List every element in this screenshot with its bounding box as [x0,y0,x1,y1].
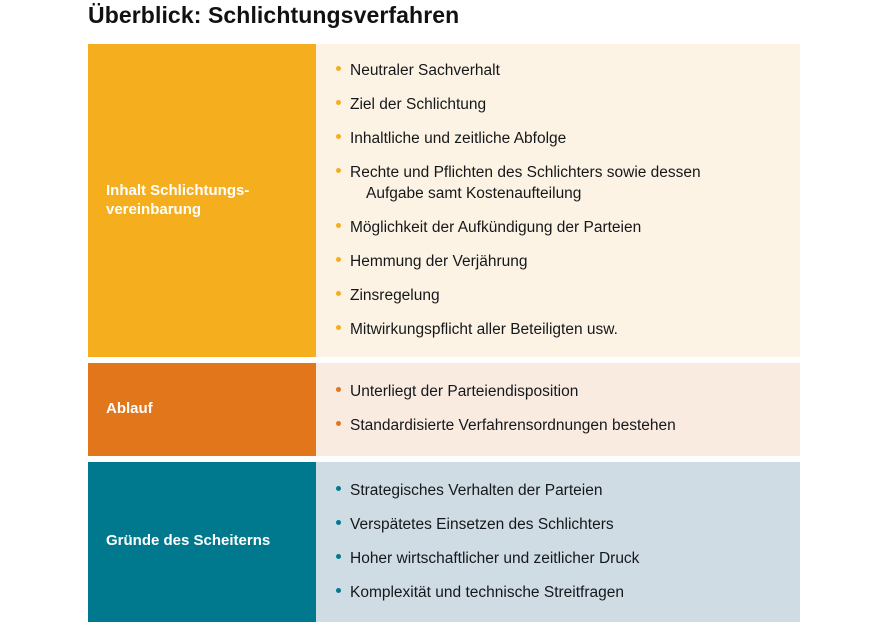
list-item-text: Standardisierte Verfahrensordnungen bestehen [350,417,676,435]
bullet-icon [336,66,341,71]
bullet-icon [336,387,341,392]
list-item-text: Hemmung der Verjährung [350,252,528,270]
bullet-icon [336,486,341,491]
list-item-text: Rechte und Pflichten des Schlichters sowie dessen [350,164,701,182]
list-item-text: Verspätetes Einsetzen des Schlichters [350,515,614,533]
list-item-text: Strategisches Verhalten der Parteien [350,481,603,499]
list-item [336,320,786,340]
list-item-text: Unterliegt der Parteiendisposition [350,383,579,401]
table-row [88,44,800,357]
list-item [336,163,786,203]
page-title: Überblick: Schlichtungsverfahren [88,2,460,28]
list-item [336,218,786,238]
list-item [336,252,786,272]
list-item-text: Hoher wirtschaftlicher und zeitlicher Druck [350,549,640,567]
list-item-text: Neutraler Sachverhalt [350,62,500,79]
row-label-cell [88,363,316,455]
list-item [336,515,786,535]
list-item [336,129,786,149]
overview-table [88,44,800,622]
row-items-cell [316,44,800,357]
list-item [336,61,786,81]
row-label-cell [88,462,316,622]
list-item [336,583,786,603]
list-item [336,416,786,436]
table-row [88,462,800,622]
table-row [88,363,800,455]
row-label-line2: vereinbarung [106,200,202,218]
bullet-icon [336,554,341,559]
bullet-icon [336,325,341,330]
bullet-icon [336,588,341,593]
list-item [336,481,786,501]
row-label-line1: Gründe des Scheiterns [106,532,271,550]
list-item-text: Ziel der Schlichtung [350,96,487,114]
bullet-icon [336,100,341,105]
list-item-text: Inhaltliche und zeitliche Abfolge [350,130,567,148]
list-item [336,95,786,115]
bullet-icon [336,421,341,426]
list-item-text-cont: Aufgabe samt Kostenaufteilung [366,184,582,202]
bullet-icon [336,134,341,139]
list-item-text: Zinsregelung [350,286,440,304]
row-items-cell [316,462,800,622]
bullet-icon [336,223,341,228]
row-label-line1: Inhalt Schlichtungs- [106,181,250,199]
list-item [336,549,786,569]
bullet-icon [336,257,341,262]
row-label-cell [88,44,316,357]
list-item [336,286,786,306]
bullet-icon [336,520,341,525]
list-item [336,382,786,402]
list-item-text: Mitwirkungspflicht aller Beteiligten usw. [350,321,618,339]
list-item-text: Möglichkeit der Aufkündigung der Parteien [350,218,642,236]
list-item-text: Komplexität und technische Streitfragen [350,583,624,601]
bullet-icon [336,291,341,296]
bullet-icon [336,168,341,173]
row-items-cell [316,363,800,455]
row-label-line1: Ablauf [106,400,153,418]
